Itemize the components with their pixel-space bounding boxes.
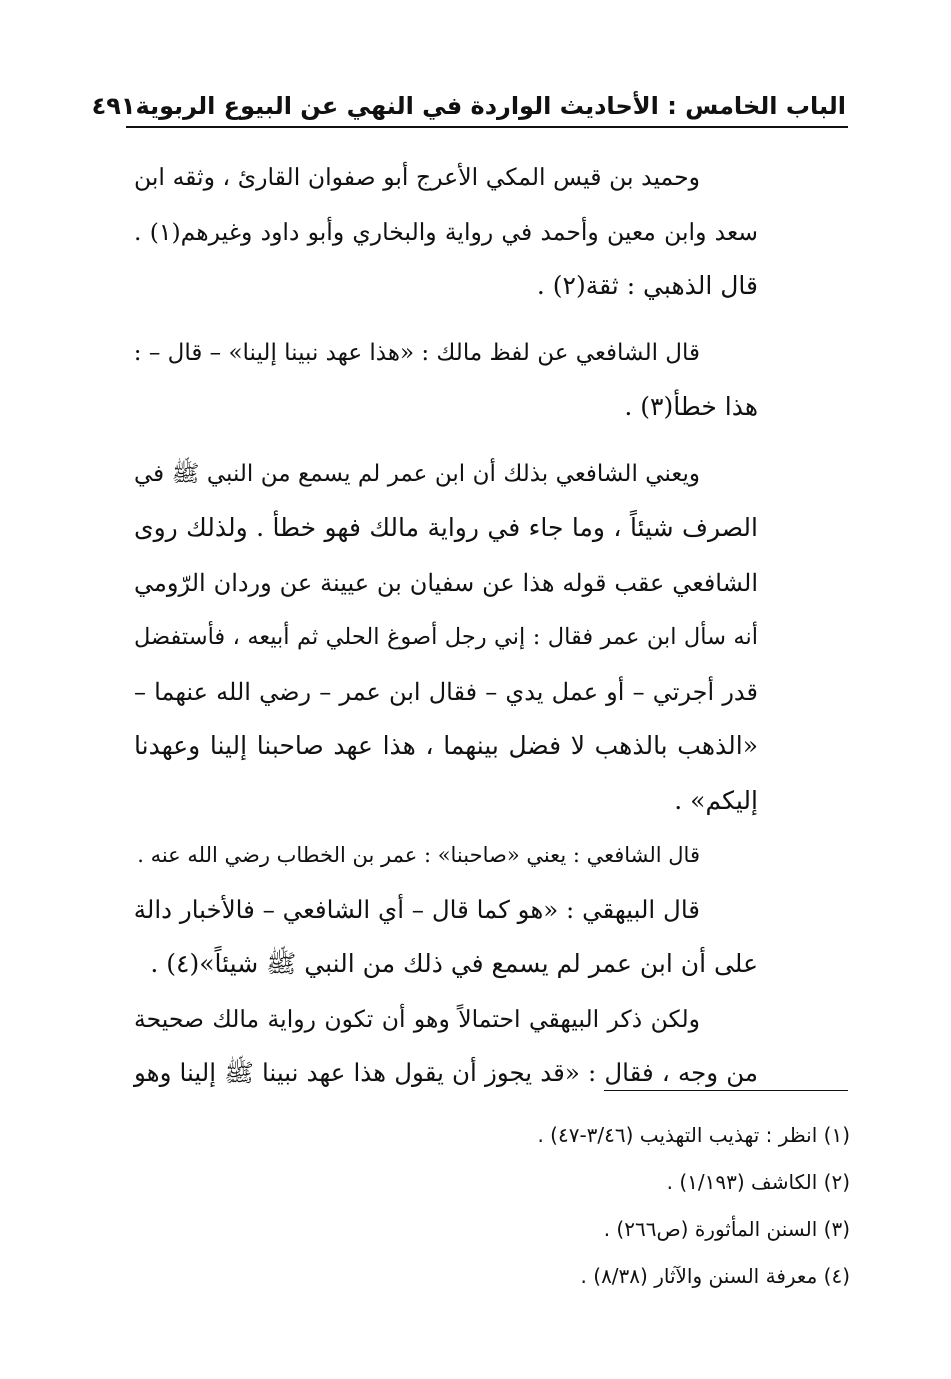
text-line: الشافعي عقب قوله هذا عن سفيان بن عيينة عن وردان الرّومي — [134, 568, 758, 597]
text-line: الصرف شيئاً ، وما جاء في رواية مالك فهو خطأ . ولذلك روى — [134, 513, 758, 542]
footnotes — [134, 1112, 850, 1300]
text-line: سعد وابن معين وأحمد في رواية والبخاري وأبو داود وغيرهم(١) . — [134, 217, 758, 246]
footnote: (٤) معرفة السنن والآثار (٨/٣٨) . — [580, 1264, 850, 1288]
text-line: إليكم» . — [674, 785, 758, 815]
running-header — [91, 88, 846, 124]
text-line: ولكن ذكر البيهقي احتمالاً وهو أن تكون رواية مالك صحيحة — [134, 1004, 700, 1033]
text-line: قال البيهقي : «هو كما قال – أي الشافعي – فالأخبار دالة — [133, 894, 700, 924]
footnote: (١) انظر : تهذيب التهذيب (٣/٤٦-٤٧) . — [537, 1123, 850, 1147]
page-number: ٤٩١ — [91, 92, 136, 120]
text-line: قال الشافعي عن لفظ مالك : «هذا عهد نبينا إلينا» – قال – : — [133, 339, 700, 366]
text-line: هذا خطأ(٣) . — [624, 392, 758, 421]
text-line: قدر أجرتي – أو عمل يدي – فقال ابن عمر – رضي الله عنهما – — [134, 677, 758, 706]
footnote: (٢) الكاشف (١/١٩٣) . — [666, 1170, 850, 1194]
header-rule — [126, 126, 848, 128]
main-text — [134, 150, 758, 1101]
text-line: قال الذهبي : ثقة(٢) . — [536, 271, 758, 300]
text-line: على أن ابن عمر لم يسمع في ذلك من النبي ﷺ شيئاً»(٤) . — [150, 949, 758, 978]
text-line: من وجه ، فقال : «قد يجوز أن يقول هذا عهد نبينا ﷺ إلينا وهو — [134, 1058, 758, 1087]
text-line: أنه سأل ابن عمر فقال : إني رجل أصوغ الحلي ثم أبيعه ، فأستفضل — [134, 624, 758, 650]
text-line: «الذهب بالذهب لا فضل بينهما ، هذا عهد صاحبنا إلينا وعهدنا — [134, 731, 758, 760]
text-line: ويعني الشافعي بذلك أن ابن عمر لم يسمع من النبي ﷺ في — [134, 460, 700, 487]
footnote-separator — [604, 1090, 848, 1091]
footnote: (٣) السنن المأثورة (ص٢٦٦) . — [603, 1217, 850, 1241]
chapter-title: الباب الخامس : الأحاديث الواردة في النهي عن البيوع الربوية — [135, 92, 846, 120]
text-line: قال الشافعي : يعني «صاحبنا» : عمر بن الخطاب رضي الله عنه . — [137, 843, 700, 867]
text-line: وحميد بن قيس المكي الأعرج أبو صفوان القارئ ، وثقه ابن — [134, 163, 700, 191]
